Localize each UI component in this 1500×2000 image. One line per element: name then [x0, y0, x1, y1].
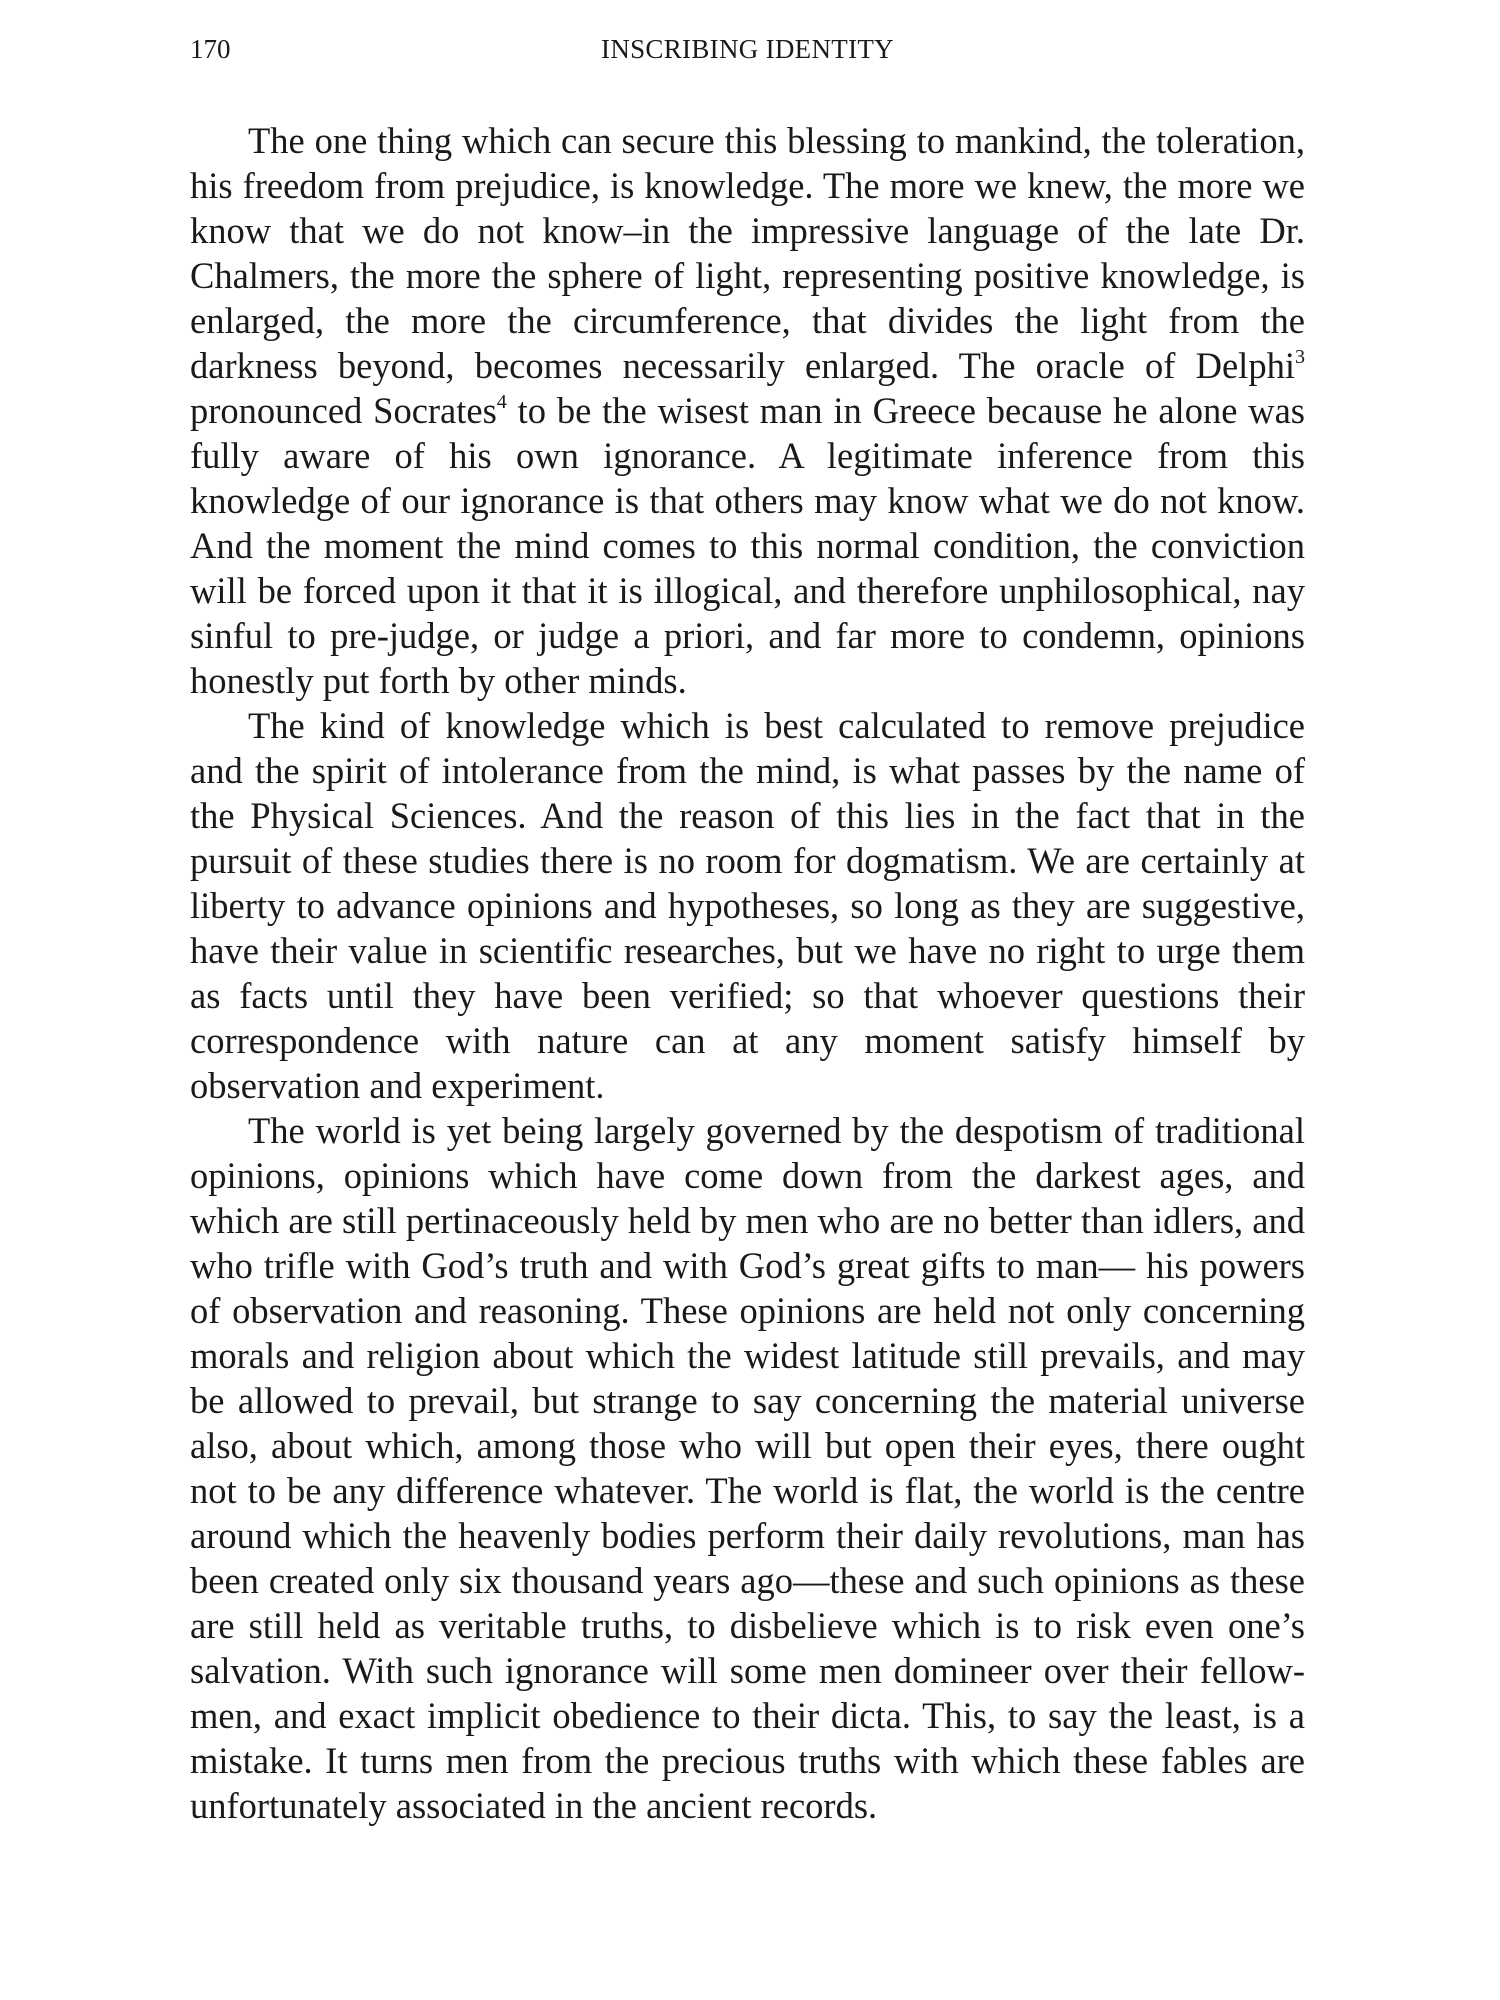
- paragraph-3: The world is yet being largely governed by the despotism of traditional opinions, opinions which have come down from the darkest ages, and which are still pertinaceously held by men who are no better than idlers, and who trifle with God’s truth and with God’s great gifts to man— his powers of observation and reasoning. These opinions are held not only concerning morals and religion about which the widest latitude still prevails, and may be allowed to prevail, but strange to say concerning the material universe also, about which, among those who will but open their eyes, there ought not to be any difference whatever. The world is flat, the world is the centre around which the heavenly bodies perform their daily revolutions, man has been created only six thousand years ago—these and such opinions as these are still held as veritable truths, to disbelieve which is to risk even one’s salvation. With such ignorance will some men domineer over their fellow-men, and exact implicit obedience to their dicta. This, to say the least, is a mistake. It turns men from the precious truths with which these fables are unfortunately associated in the ancient records.: [190, 1110, 1305, 1826]
- footnote-ref-4: 4: [496, 390, 507, 413]
- paragraph-1-part-2: pronounced Socrates: [190, 390, 497, 431]
- paragraph-1-part-1: The one thing which can secure this blessing to mankind, the toleration, his freedom from prejudice, is knowledge. The more we knew, the more we know that we do not know–in the impressive language of the late Dr. Chalmers, the more the sphere of light, representing positive knowledge, is enlarged, the more the circumference, that divides the light from the darkness beyond, becomes necessarily enlarged. The oracle of Delphi: [190, 120, 1305, 386]
- running-title: INSCRIBING IDENTITY: [601, 34, 894, 64]
- paragraph-2: The kind of knowledge which is best calculated to remove prejudice and the spirit of intolerance from the mind, is what passes by the name of the Physical Sciences. And the reason of this lies in the fact that in the pursuit of these studies there is no room for dogmatism. We are certainly at liberty to advance opinions and hypotheses, so long as they are suggestive, have their value in scientific researches, but we have no right to urge them as facts until they have been verified; so that whoever questions their correspondence with nature can at any moment satisfy himself by observation and experiment.: [190, 705, 1305, 1106]
- page-number: 170: [190, 34, 231, 64]
- running-head: [190, 28, 1305, 68]
- paragraph-1: [190, 118, 1305, 703]
- body-text: [190, 118, 1305, 1828]
- footnote-ref-3: 3: [1294, 345, 1305, 368]
- paragraph-1-part-3: to be the wisest man in Greece because he alone was fully aware of his own ignorance. A legitimate inference from this knowledge of our ignorance is that others may know what we do not know. And the moment the mind comes to this normal condition, the conviction will be forced upon it that it is illogical, and therefore unphilosophical, nay sinful to pre-judge, or judge a priori, and far more to condemn, opinions honestly put forth by other minds.: [190, 390, 1305, 701]
